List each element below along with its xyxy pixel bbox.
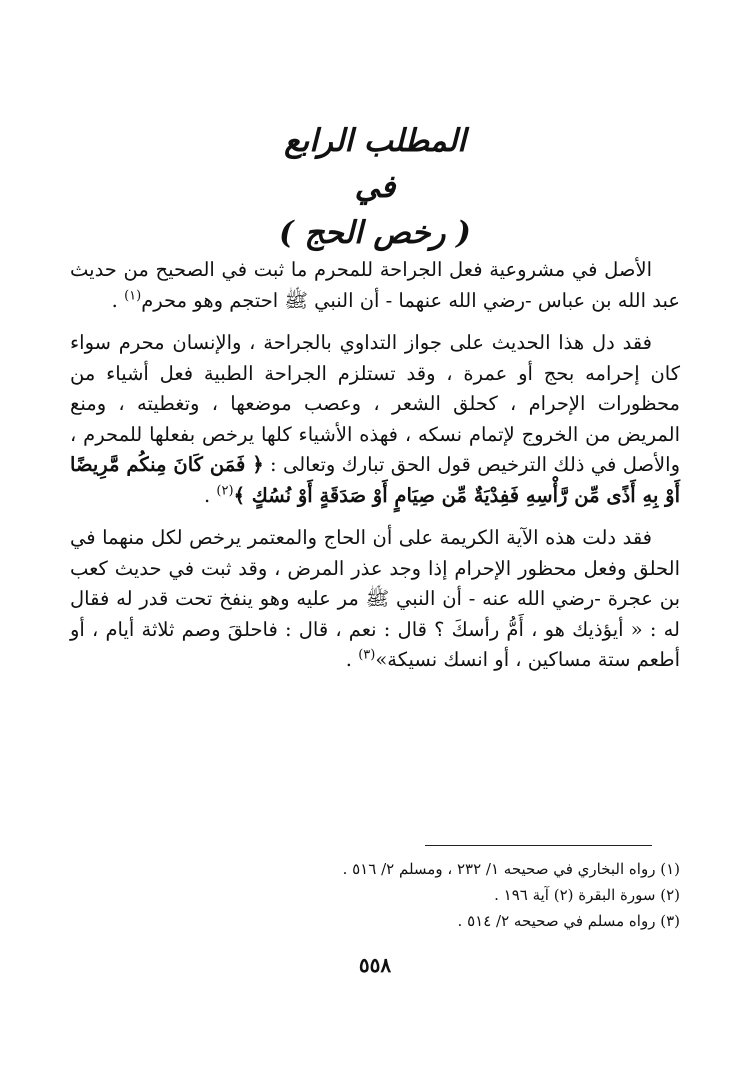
footnote-ref-1: (١) bbox=[124, 288, 142, 303]
footnote-ref-2: (٢) bbox=[216, 483, 234, 498]
body-text bbox=[70, 255, 680, 688]
paragraph-2-text: فقد دل هذا الحديث على جواز التداوي بالجراحة ، والإنسان محرم سواء كان إحرامه بحج أو عمرة ، وقد تستلزم الجراحة الطبية فعل أشياء من محظورات الإحرام ، كحلق الشعر ، وعصب موضعها ، وتغطيته ، ومنع المريض من الخروج لإتمام نسكه ، فهذه الأشياء كلها يرخص بفعلها للمحرم ، والأصل في ذلك الترخيص قول الحق تبارك وتعالى : bbox=[70, 331, 680, 476]
paragraph-2 bbox=[70, 328, 680, 511]
paragraph-1-text: الأصل في مشروعية فعل الجراحة للمحرم ما ثبت في الصحيح من حديث عبد الله بن عباس -رضي الله عنهما - أن النبي ﷺ احتجم وهو محرم bbox=[70, 258, 680, 312]
footnotes bbox=[70, 856, 680, 934]
section-title-connector: في bbox=[354, 169, 396, 205]
page-number: ٥٥٨ bbox=[358, 953, 392, 977]
paragraph-1-end: . bbox=[111, 288, 125, 312]
section-title: المطلب الرابع bbox=[284, 123, 466, 159]
quran-verse: ﴿ فَمَن كَانَ مِنكُم مَّرِيضًا أَوْ بِهِ أَذًى مِّن رَّأْسِهِ فَفِدْيَةٌ مِّن صِيَامٍ أَوْ صَدَقَةٍ أَوْ نُسُكٍ ﴾ bbox=[70, 453, 680, 507]
footnote-2: (٢) سورة البقرة (٢) آية ١٩٦ . bbox=[494, 886, 680, 904]
paragraph-3 bbox=[70, 523, 680, 676]
paragraph-2-end: . bbox=[204, 483, 217, 507]
section-subtitle: ( رخص الحج ) bbox=[279, 215, 471, 251]
footnote-1: (١) رواه البخاري في صحيحه ١/ ٢٣٢ ، ومسلم ٢/ ٥١٦ . bbox=[342, 860, 680, 878]
paragraph-1 bbox=[70, 255, 680, 316]
footnote-3: (٣) رواه مسلم في صحيحه ٢/ ٥١٤ . bbox=[457, 912, 680, 930]
heading-block bbox=[0, 118, 750, 256]
footnote-ref-3: (٣) bbox=[358, 647, 376, 663]
paragraph-3-text: فقد دلت هذه الآية الكريمة على أن الحاج والمعتمر يرخص لكل منهما في الحلق وفعل محظور الإحرام إذا وجد عذر المرض ، وقد ثبت في حديث كعب بن عجرة -رضي الله عنه - أن النبي ﷺ مر عليه وهو ينفخ تحت قدر له فقال له : « أيؤذيك هو ، أَمُّ رأسكَ ؟ قال : نعم ، قال : فاحلقَ وصم ثلاثة أيام ، أو أطعم ستة مساكين ، أو انسك نسيكة» bbox=[70, 526, 680, 671]
paragraph-3-end: . bbox=[345, 648, 359, 671]
footnote-divider bbox=[425, 845, 652, 846]
